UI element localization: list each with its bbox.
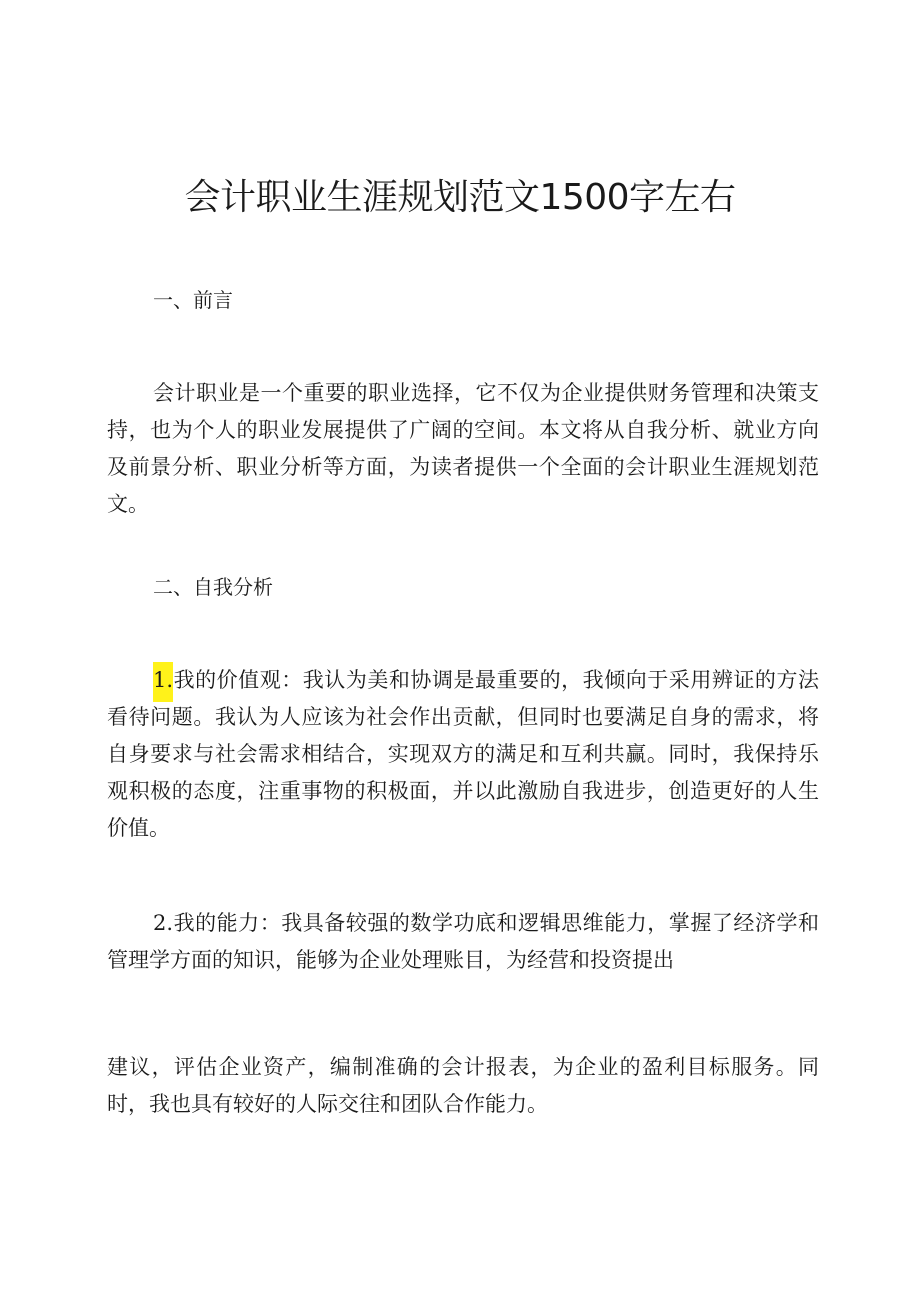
ability-text: 我的能力：我具备较强的数学功底和逻辑思维能力，掌握了经济学和管理学方面的知识，能够为企业处理账目，为经营和投资提出 xyxy=(107,911,819,972)
values-text: 我的价值观：我认为美和协调是最重要的，我倾向于采用辨证的方法看待问题。我认为人应该为社会作出贡献，但同时也要满足自身的需求，将自身要求与社会需求相结合，实现双方的满足和互利共赢。同时，我保持乐观积极的态度，注重事物的积极面，并以此激励自我进步，创造更好的人生价值。 xyxy=(107,668,819,840)
section-heading-preface: 一、前言 xyxy=(153,288,233,312)
page-title: 会计职业生涯规划范文1500字左右 xyxy=(184,177,736,218)
item-number-highlight: 1. xyxy=(153,662,173,702)
values-paragraph xyxy=(107,662,819,847)
section-heading-self-analysis: 二、自我分析 xyxy=(153,575,273,599)
item-number: 2. xyxy=(153,911,174,935)
ability-continuation-paragraph: 建议，评估企业资产，编制准确的会计报表，为企业的盈利目标服务。同时，我也具有较好的人际交往和团队合作能力。 xyxy=(107,1055,819,1116)
preface-paragraph: 会计职业是一个重要的职业选择，它不仅为企业提供财务管理和决策支持，也为个人的职业发展提供了广阔的空间。本文将从自我分析、就业方向及前景分析、职业分析等方面，为读者提供一个全面的会计职业生涯规划范文。 xyxy=(107,381,819,516)
ability-paragraph xyxy=(107,905,819,979)
